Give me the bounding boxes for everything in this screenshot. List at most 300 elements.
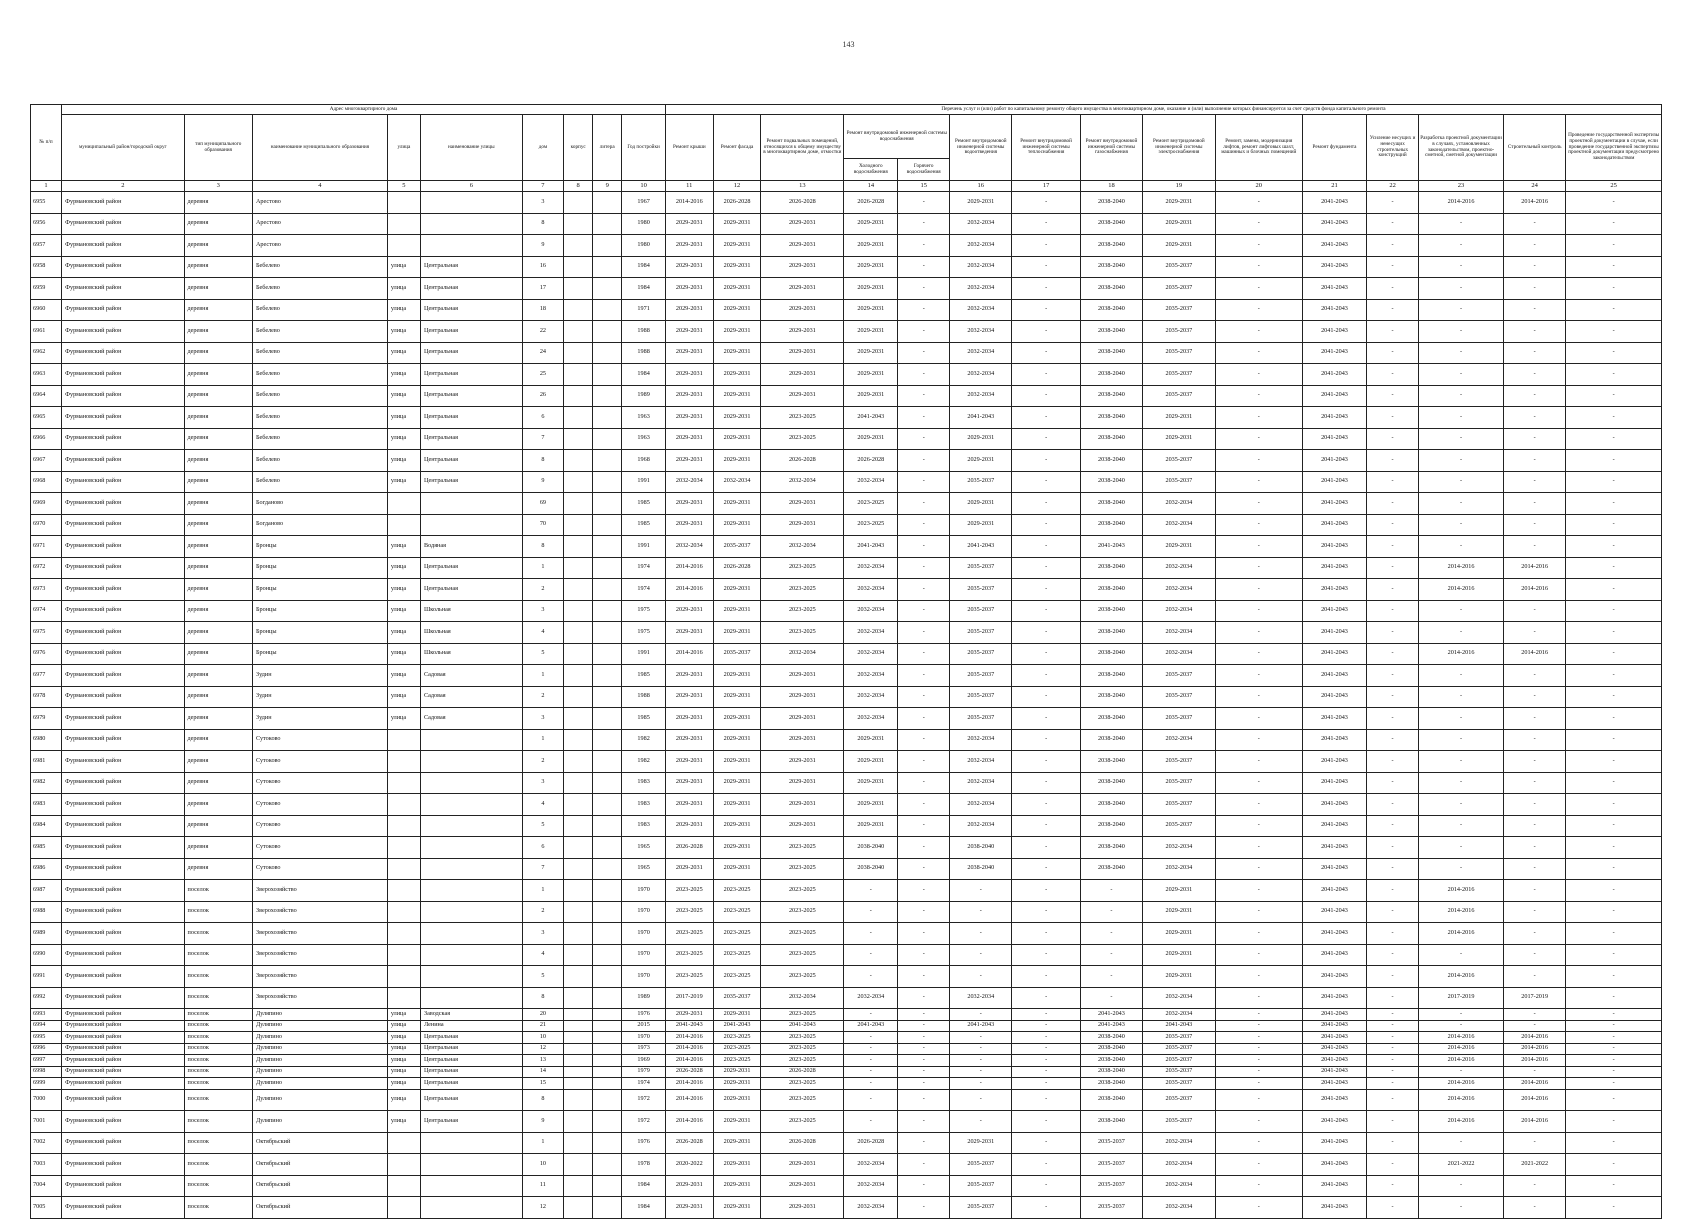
settlement-type-cell: поселок	[184, 1020, 252, 1032]
table-row	[31, 1032, 1662, 1044]
gas-cell: 2038-2040	[1080, 579, 1142, 601]
year-cell: 1976	[622, 1009, 666, 1021]
roof-cell: 2023-2025	[665, 923, 713, 945]
street-type-cell: улица	[387, 536, 420, 558]
table-row	[31, 751, 1662, 773]
settlement-type-cell: деревня	[184, 837, 252, 859]
electric-cell: 2032-2034	[1143, 600, 1216, 622]
roof-cell: 2014-2016	[665, 1043, 713, 1055]
gas-cell: 2038-2040	[1080, 837, 1142, 859]
house-cell: 3	[522, 192, 563, 214]
litera-cell	[593, 1009, 622, 1021]
supervision-cell: 2014-2016	[1504, 1078, 1566, 1090]
roof-cell: 2029-2031	[665, 708, 713, 730]
roof-cell: 2029-2031	[665, 772, 713, 794]
cold-water-cell: -	[844, 923, 898, 945]
electric-cell: 2035-2037	[1143, 1111, 1216, 1133]
litera-cell	[593, 987, 622, 1009]
foundation-cell: 2041-2043	[1302, 622, 1366, 644]
municipality-cell: Фурмановский район	[62, 385, 184, 407]
municipality-cell: Фурмановский район	[62, 708, 184, 730]
litera-cell	[593, 772, 622, 794]
electric-cell: 2032-2034	[1143, 858, 1216, 880]
litera-cell	[593, 944, 622, 966]
litera-cell	[593, 1154, 622, 1176]
col-roof-header: Ремонт крыши	[665, 115, 713, 181]
year-cell: 1988	[622, 321, 666, 343]
structures-cell: -	[1367, 923, 1419, 945]
electric-cell: 2029-2031	[1143, 536, 1216, 558]
table-row	[31, 815, 1662, 837]
heat-cell: -	[1012, 213, 1080, 235]
premises-cell: 2023-2025	[761, 407, 844, 429]
drainage-cell: 2029-2031	[950, 192, 1012, 214]
column-number: 16	[950, 181, 1012, 192]
premises-cell: 2029-2031	[761, 321, 844, 343]
settlement-type-cell: деревня	[184, 235, 252, 257]
settlement-name-cell: Бронцы	[252, 536, 387, 558]
litera-cell	[593, 235, 622, 257]
street-name-cell	[421, 729, 523, 751]
lifts-cell: -	[1215, 321, 1302, 343]
electric-cell: 2032-2034	[1143, 1197, 1216, 1219]
foundation-cell: 2041-2043	[1302, 1132, 1366, 1154]
korpus-cell	[564, 1055, 593, 1067]
litera-cell	[593, 880, 622, 902]
street-name-cell: Центральная	[421, 1055, 523, 1067]
street-type-cell: улица	[387, 643, 420, 665]
facade-cell: 2029-2031	[713, 815, 761, 837]
row-number-cell: 7002	[31, 1132, 62, 1154]
roof-cell: 2032-2034	[665, 536, 713, 558]
litera-cell	[593, 536, 622, 558]
settlement-name-cell: Бронцы	[252, 557, 387, 579]
electric-cell: 2035-2037	[1143, 299, 1216, 321]
premises-cell: 2029-2031	[761, 1175, 844, 1197]
drainage-cell: 2035-2037	[950, 686, 1012, 708]
settlement-name-cell: Бебелево	[252, 407, 387, 429]
litera-cell	[593, 600, 622, 622]
foundation-cell: 2041-2043	[1302, 751, 1366, 773]
expertise-cell: -	[1566, 256, 1662, 278]
facade-cell: 2029-2031	[713, 858, 761, 880]
col-cold-water-header: Холодного водоснабжения	[844, 159, 898, 181]
supervision-cell: -	[1504, 235, 1566, 257]
column-number: 23	[1419, 181, 1504, 192]
street-type-cell: улица	[387, 450, 420, 472]
year-cell: 1973	[622, 1043, 666, 1055]
row-number-cell: 6985	[31, 837, 62, 859]
settlement-type-cell: деревня	[184, 299, 252, 321]
supervision-cell: 2014-2016	[1504, 192, 1566, 214]
gas-cell: 2038-2040	[1080, 407, 1142, 429]
municipality-cell: Фурмановский район	[62, 514, 184, 536]
expertise-cell: -	[1566, 213, 1662, 235]
electric-cell: 2029-2031	[1143, 880, 1216, 902]
cold-water-cell: 2029-2031	[844, 256, 898, 278]
hot-water-cell: -	[898, 1197, 950, 1219]
foundation-cell: 2041-2043	[1302, 944, 1366, 966]
row-number-cell: 6959	[31, 278, 62, 300]
electric-cell: 2035-2037	[1143, 364, 1216, 386]
korpus-cell	[564, 450, 593, 472]
litera-cell	[593, 643, 622, 665]
cold-water-cell: -	[844, 1055, 898, 1067]
row-number-cell: 6996	[31, 1043, 62, 1055]
litera-cell	[593, 794, 622, 816]
gas-cell: 2038-2040	[1080, 772, 1142, 794]
cold-water-cell: -	[844, 1089, 898, 1111]
electric-cell: 2035-2037	[1143, 321, 1216, 343]
premises-cell: 2023-2025	[761, 858, 844, 880]
electric-cell: 2035-2037	[1143, 1066, 1216, 1078]
structures-cell: -	[1367, 557, 1419, 579]
municipality-cell: Фурмановский район	[62, 1020, 184, 1032]
heat-cell: -	[1012, 514, 1080, 536]
design-cell: 2021-2022	[1419, 1154, 1504, 1176]
facade-cell: 2029-2031	[713, 1089, 761, 1111]
facade-cell: 2032-2034	[713, 471, 761, 493]
house-cell: 2	[522, 579, 563, 601]
settlement-name-cell: Дуляпино	[252, 1020, 387, 1032]
drainage-cell: 2032-2034	[950, 987, 1012, 1009]
structures-cell: -	[1367, 815, 1419, 837]
premises-cell: 2029-2031	[761, 213, 844, 235]
column-number: 14	[844, 181, 898, 192]
house-cell: 25	[522, 364, 563, 386]
litera-cell	[593, 815, 622, 837]
year-cell: 1970	[622, 966, 666, 988]
municipality-cell: Фурмановский район	[62, 923, 184, 945]
row-number-cell: 6983	[31, 794, 62, 816]
house-cell: 17	[522, 278, 563, 300]
lifts-cell: -	[1215, 1009, 1302, 1021]
drainage-cell: 2035-2037	[950, 1175, 1012, 1197]
facade-cell: 2029-2031	[713, 579, 761, 601]
row-number-cell: 6966	[31, 428, 62, 450]
settlement-type-cell: деревня	[184, 192, 252, 214]
supervision-cell: -	[1504, 1020, 1566, 1032]
litera-cell	[593, 514, 622, 536]
hot-water-cell: -	[898, 1043, 950, 1055]
hot-water-cell: -	[898, 536, 950, 558]
roof-cell: 2029-2031	[665, 364, 713, 386]
address-group-header: Адрес многоквартирного дома	[62, 105, 666, 115]
table-row	[31, 686, 1662, 708]
facade-cell: 2029-2031	[713, 751, 761, 773]
municipality-cell: Фурмановский район	[62, 772, 184, 794]
design-cell: -	[1419, 751, 1504, 773]
drainage-cell: 2032-2034	[950, 213, 1012, 235]
design-cell: -	[1419, 772, 1504, 794]
street-name-cell: Центральная	[421, 256, 523, 278]
lifts-cell: -	[1215, 686, 1302, 708]
premises-cell: 2023-2025	[761, 1055, 844, 1067]
electric-cell: 2029-2031	[1143, 235, 1216, 257]
street-name-cell	[421, 751, 523, 773]
heat-cell: -	[1012, 686, 1080, 708]
lifts-cell: -	[1215, 385, 1302, 407]
house-cell: 6	[522, 837, 563, 859]
litera-cell	[593, 1043, 622, 1055]
table-row	[31, 729, 1662, 751]
foundation-cell: 2041-2043	[1302, 1089, 1366, 1111]
settlement-type-cell: поселок	[184, 1055, 252, 1067]
street-name-cell: Школьная	[421, 600, 523, 622]
roof-cell: 2029-2031	[665, 321, 713, 343]
gas-cell: -	[1080, 966, 1142, 988]
cold-water-cell: 2029-2031	[844, 213, 898, 235]
design-cell: 2014-2016	[1419, 643, 1504, 665]
row-number-cell: 6956	[31, 213, 62, 235]
street-name-cell: Школьная	[421, 622, 523, 644]
hot-water-cell: -	[898, 901, 950, 923]
settlement-type-cell: деревня	[184, 213, 252, 235]
electric-cell: 2032-2034	[1143, 1154, 1216, 1176]
korpus-cell	[564, 923, 593, 945]
row-number-cell: 7004	[31, 1175, 62, 1197]
korpus-cell	[564, 428, 593, 450]
street-type-cell	[387, 858, 420, 880]
roof-cell: 2029-2031	[665, 686, 713, 708]
year-cell: 1975	[622, 600, 666, 622]
gas-cell: 2041-2043	[1080, 536, 1142, 558]
year-cell: 1983	[622, 794, 666, 816]
supervision-cell: -	[1504, 966, 1566, 988]
column-number: 9	[593, 181, 622, 192]
structures-cell: -	[1367, 213, 1419, 235]
premises-cell: 2029-2031	[761, 686, 844, 708]
year-cell: 1980	[622, 235, 666, 257]
settlement-name-cell: Дуляпино	[252, 1043, 387, 1055]
hot-water-cell: -	[898, 815, 950, 837]
drainage-cell: -	[950, 1066, 1012, 1078]
street-name-cell: Центральная	[421, 1043, 523, 1055]
electric-cell: 2041-2043	[1143, 1020, 1216, 1032]
year-cell: 1975	[622, 622, 666, 644]
street-name-cell	[421, 858, 523, 880]
foundation-cell: 2041-2043	[1302, 901, 1366, 923]
street-name-cell: Садовая	[421, 686, 523, 708]
street-type-cell	[387, 794, 420, 816]
structures-cell: -	[1367, 1154, 1419, 1176]
municipality-cell: Фурмановский район	[62, 1009, 184, 1021]
gas-cell: 2038-2040	[1080, 493, 1142, 515]
year-cell: 1976	[622, 1132, 666, 1154]
korpus-cell	[564, 1032, 593, 1044]
street-name-cell: Заводская	[421, 1009, 523, 1021]
settlement-type-cell: деревня	[184, 514, 252, 536]
supervision-cell: 2014-2016	[1504, 1043, 1566, 1055]
table-row	[31, 1043, 1662, 1055]
expertise-cell: -	[1566, 772, 1662, 794]
roof-cell: 2023-2025	[665, 901, 713, 923]
roof-cell: 2014-2016	[665, 557, 713, 579]
premises-cell: 2029-2031	[761, 364, 844, 386]
street-type-cell: улица	[387, 1043, 420, 1055]
lifts-cell: -	[1215, 299, 1302, 321]
municipality-cell: Фурмановский район	[62, 643, 184, 665]
house-cell: 10	[522, 1154, 563, 1176]
street-name-cell: Центральная	[421, 579, 523, 601]
table-row	[31, 837, 1662, 859]
year-cell: 1989	[622, 385, 666, 407]
heat-cell: -	[1012, 364, 1080, 386]
design-cell: -	[1419, 385, 1504, 407]
structures-cell: -	[1367, 1111, 1419, 1133]
street-type-cell: улица	[387, 665, 420, 687]
heat-cell: -	[1012, 1089, 1080, 1111]
house-cell: 8	[522, 1089, 563, 1111]
foundation-cell: 2041-2043	[1302, 1009, 1366, 1021]
year-cell: 1974	[622, 557, 666, 579]
structures-cell: -	[1367, 407, 1419, 429]
hot-water-cell: -	[898, 643, 950, 665]
row-number-cell: 6971	[31, 536, 62, 558]
house-cell: 21	[522, 1020, 563, 1032]
cold-water-cell: 2029-2031	[844, 794, 898, 816]
settlement-type-cell: поселок	[184, 1111, 252, 1133]
electric-cell: 2035-2037	[1143, 751, 1216, 773]
street-name-cell: Садовая	[421, 708, 523, 730]
settlement-type-cell: поселок	[184, 1078, 252, 1090]
facade-cell: 2029-2031	[713, 1009, 761, 1021]
electric-cell: 2035-2037	[1143, 256, 1216, 278]
korpus-cell	[564, 837, 593, 859]
row-number-cell: 6991	[31, 966, 62, 988]
drainage-cell: 2035-2037	[950, 708, 1012, 730]
korpus-cell	[564, 213, 593, 235]
supervision-cell: 2021-2022	[1504, 1154, 1566, 1176]
korpus-cell	[564, 858, 593, 880]
roof-cell: 2029-2031	[665, 1175, 713, 1197]
year-cell: 1967	[622, 192, 666, 214]
settlement-type-cell: поселок	[184, 901, 252, 923]
facade-cell: 2023-2025	[713, 923, 761, 945]
roof-cell: 2029-2031	[665, 342, 713, 364]
structures-cell: -	[1367, 450, 1419, 472]
cold-water-cell: -	[844, 1009, 898, 1021]
municipality-cell: Фурмановский район	[62, 686, 184, 708]
litera-cell	[593, 342, 622, 364]
gas-cell: 2038-2040	[1080, 364, 1142, 386]
house-cell: 69	[522, 493, 563, 515]
lifts-cell: -	[1215, 1111, 1302, 1133]
street-name-cell	[421, 1175, 523, 1197]
foundation-cell: 2041-2043	[1302, 794, 1366, 816]
house-cell: 5	[522, 815, 563, 837]
settlement-type-cell: деревня	[184, 342, 252, 364]
supervision-cell: 2014-2016	[1504, 1032, 1566, 1044]
premises-cell: 2023-2025	[761, 579, 844, 601]
heat-cell: -	[1012, 235, 1080, 257]
structures-cell: -	[1367, 729, 1419, 751]
row-number-cell: 6957	[31, 235, 62, 257]
supervision-cell: -	[1504, 708, 1566, 730]
litera-cell	[593, 1032, 622, 1044]
heat-cell: -	[1012, 923, 1080, 945]
settlement-name-cell: Арестово	[252, 235, 387, 257]
column-number: 7	[522, 181, 563, 192]
heat-cell: -	[1012, 1175, 1080, 1197]
electric-cell: 2035-2037	[1143, 772, 1216, 794]
electric-cell: 2035-2037	[1143, 708, 1216, 730]
heat-cell: -	[1012, 428, 1080, 450]
supervision-cell: -	[1504, 837, 1566, 859]
row-number-cell: 6981	[31, 751, 62, 773]
settlement-name-cell: Бебелево	[252, 471, 387, 493]
structures-cell: -	[1367, 944, 1419, 966]
settlement-type-cell: деревня	[184, 471, 252, 493]
heat-cell: -	[1012, 342, 1080, 364]
lifts-cell: -	[1215, 643, 1302, 665]
year-cell: 1974	[622, 579, 666, 601]
table-row	[31, 342, 1662, 364]
street-type-cell	[387, 815, 420, 837]
settlement-name-cell: Зудин	[252, 686, 387, 708]
drainage-cell: 2032-2034	[950, 794, 1012, 816]
cold-water-cell: 2032-2034	[844, 471, 898, 493]
electric-cell: 2035-2037	[1143, 665, 1216, 687]
roof-cell: 2029-2031	[665, 256, 713, 278]
litera-cell	[593, 407, 622, 429]
street-type-cell	[387, 880, 420, 902]
street-type-cell: улица	[387, 1055, 420, 1067]
heat-cell: -	[1012, 1020, 1080, 1032]
drainage-cell: 2032-2034	[950, 256, 1012, 278]
foundation-cell: 2041-2043	[1302, 880, 1366, 902]
hot-water-cell: -	[898, 1132, 950, 1154]
premises-cell: 2029-2031	[761, 751, 844, 773]
cold-water-cell: 2029-2031	[844, 385, 898, 407]
roof-cell: 2014-2016	[665, 1111, 713, 1133]
expertise-cell: -	[1566, 321, 1662, 343]
settlement-type-cell: деревня	[184, 450, 252, 472]
settlement-name-cell: Октябрьский	[252, 1154, 387, 1176]
roof-cell: 2029-2031	[665, 278, 713, 300]
cold-water-cell: -	[844, 1032, 898, 1044]
col-house-header: дом	[522, 115, 563, 181]
structures-cell: -	[1367, 278, 1419, 300]
facade-cell: 2029-2031	[713, 794, 761, 816]
expertise-cell: -	[1566, 471, 1662, 493]
korpus-cell	[564, 944, 593, 966]
roof-cell: 2023-2025	[665, 880, 713, 902]
row-number-cell: 6999	[31, 1078, 62, 1090]
foundation-cell: 2041-2043	[1302, 643, 1366, 665]
supervision-cell: -	[1504, 299, 1566, 321]
gas-cell: 2038-2040	[1080, 192, 1142, 214]
roof-cell: 2029-2031	[665, 600, 713, 622]
design-cell: 2014-2016	[1419, 923, 1504, 945]
foundation-cell: 2041-2043	[1302, 1197, 1366, 1219]
settlement-name-cell: Бебелево	[252, 428, 387, 450]
hot-water-cell: -	[898, 1055, 950, 1067]
supervision-cell: -	[1504, 944, 1566, 966]
korpus-cell	[564, 321, 593, 343]
col-heat-header: Ремонт внутридомовой инженерной системы теплоснабжения	[1012, 115, 1080, 181]
foundation-cell: 2041-2043	[1302, 1020, 1366, 1032]
facade-cell: 2023-2025	[713, 966, 761, 988]
year-cell: 1965	[622, 837, 666, 859]
premises-cell: 2023-2025	[761, 1078, 844, 1090]
korpus-cell	[564, 385, 593, 407]
settlement-name-cell: Дуляпино	[252, 1009, 387, 1021]
structures-cell: -	[1367, 1032, 1419, 1044]
structures-cell: -	[1367, 901, 1419, 923]
table-row	[31, 192, 1662, 214]
structures-cell: -	[1367, 837, 1419, 859]
